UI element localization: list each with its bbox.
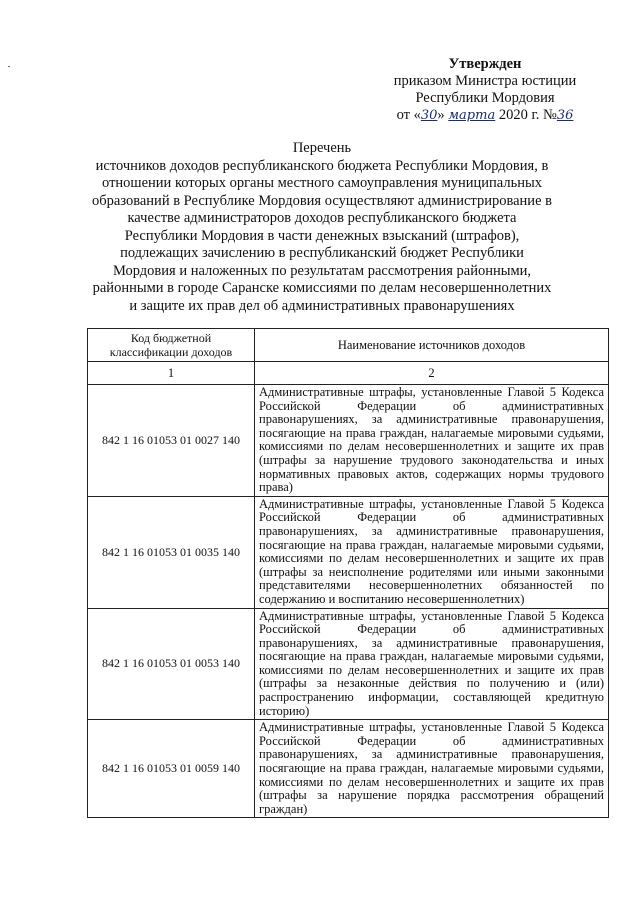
row-code: 842 1 16 01053 01 0035 140 bbox=[88, 496, 255, 608]
row-name: Административные штрафы, установленные Главой 5 Кодекса Российской Федерации об административных правонарушениях, за административные правонарушения, посягающие на права граждан, налагаемые мировыми судьями, комиссиями по делам несовершеннолетних и защите их прав (штрафы за нарушение трудового законодательства и иных нормативных правовых актов, содержащих нормы трудового права) bbox=[255, 385, 609, 497]
handwritten-number: 36 bbox=[556, 108, 574, 123]
table-row bbox=[88, 608, 609, 720]
date-prefix: от « bbox=[396, 107, 421, 123]
row-code: 842 1 16 01053 01 0053 140 bbox=[88, 608, 255, 720]
header-name: Наименование источников доходов bbox=[255, 329, 609, 362]
document-title bbox=[92, 140, 552, 315]
date-mid: » bbox=[437, 107, 445, 123]
approval-line-2: Республики Мордовия bbox=[415, 90, 555, 106]
column-number-2: 2 bbox=[255, 362, 609, 385]
approval-status: Утвержден bbox=[448, 56, 522, 72]
table-header-row bbox=[88, 329, 609, 362]
header-code: Код бюджетной классификации доходов bbox=[88, 329, 255, 362]
table-row bbox=[88, 720, 609, 818]
row-code: 842 1 16 01053 01 0027 140 bbox=[88, 385, 255, 497]
approval-block bbox=[360, 56, 610, 124]
row-name: Административные штрафы, установленные Главой 5 Кодекса Российской Федерации об административных правонарушениях, за административные правонарушения, посягающие на права граждан, налагаемые мировыми судьями, комиссиями по делам несовершеннолетних и защите их прав (штрафы за неисполнение родителями или иными законными представителями несовершеннолетних обязанностей по содержанию и воспитанию несовершеннолетних) bbox=[255, 496, 609, 608]
table-row bbox=[88, 496, 609, 608]
year-text: 2020 г. № bbox=[498, 107, 557, 123]
approval-line-1: приказом Министра юстиции bbox=[393, 73, 577, 89]
income-sources-table bbox=[87, 328, 609, 818]
column-number-1: 1 bbox=[88, 362, 255, 385]
row-code: 842 1 16 01053 01 0059 140 bbox=[88, 720, 255, 818]
row-name: Административные штрафы, установленные Главой 5 Кодекса Российской Федерации об административных правонарушениях, за административные правонарушения, посягающие на права граждан, налагаемые мировыми судьями, комиссиями по делам несовершеннолетних и защите их прав (штрафы за нарушение порядка рассмотрения обращений граждан) bbox=[255, 720, 609, 818]
order-date-line bbox=[360, 107, 610, 124]
scan-speck bbox=[8, 66, 10, 67]
title-body: источников доходов республиканского бюджета Республики Мордовия, в отношении которых органы местного самоуправления муниципальных образований в Республике Мордовия осуществляют администрирование в качестве администраторов доходов республиканского бюджета Республики Мордовия в части денежных взысканий (штрафов), подлежащих зачислению в республиканский бюджет Республики Мордовия и наложенных по результатам рассмотрения районными, районными в городе Саранске комиссиями по делам несовершеннолетних и защите их прав дел об административных правонарушениях bbox=[92, 157, 552, 314]
handwritten-day: 30 bbox=[420, 108, 438, 123]
title-heading: Перечень bbox=[292, 140, 352, 156]
table-row bbox=[88, 385, 609, 497]
handwritten-month: марта bbox=[448, 108, 496, 123]
column-number-row bbox=[88, 362, 609, 385]
row-name: Административные штрафы, установленные Главой 5 Кодекса Российской Федерации об административных правонарушениях, за административные правонарушения, посягающие на права граждан, налагаемые мировыми судьями, комиссиями по делам несовершеннолетних и защите их прав (штрафы за незаконные действия по получению и (или) распространению информации, составляющей кредитную историю) bbox=[255, 608, 609, 720]
